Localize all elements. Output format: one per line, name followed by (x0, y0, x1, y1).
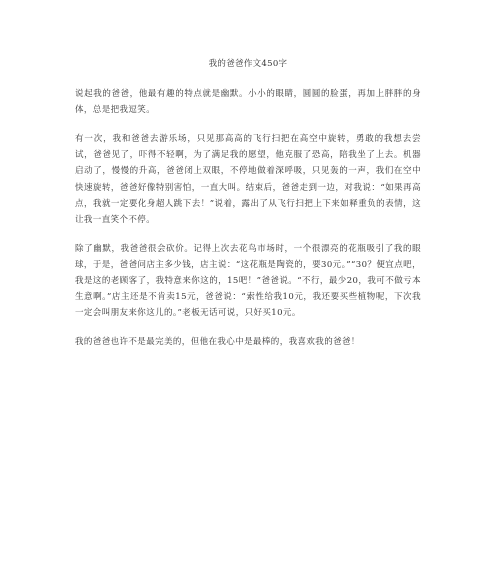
paragraph-bargaining: 除了幽默，我爸爸很会砍价。记得上次去花鸟市场时，一个很漂亮的花瓶吸引了我的眼球，于是，爸爸问店主多少钱，店主说：“这花瓶是陶瓷的，要30元。”“30？便宜点吧，我是这的老顾客了，我特意来你这的，15吧！”爸爸说。“不行，最少20，我可不做亏本生意啊。”店主还是不肯卖15元，爸爸说：“索性给我10元，我还要买些植物呢，下次我一定会叫朋友来你这儿的。”老板无话可说，只好买10元。 (75, 243, 421, 319)
paragraph-amusement-park: 有一次，我和爸爸去游乐场，只见那高高的飞行扫把在高空中旋转，勇敢的我想去尝试，爸爸见了，吓得不轻啊，为了满足我的愿望，他克服了恐高，陪我坐了上去。机器启动了，慢慢的升高，爸爸闭上双眼，不停地做着深呼吸，只见轰的一声，我们在空中快速旋转，爸爸好像特别害怕，一直大叫。结束后，爸爸走到一边，对我说：“如果再高点，我就一定要化身超人跳下去！”说着，露出了从飞行扫把上下来如释重负的表情，这让我一直笑个不停。 (75, 133, 421, 225)
paragraph-intro: 说起我的爸爸，他最有趣的特点就是幽默。小小的眼睛，圆圆的脸蛋，再加上胖胖的身体，总是把我逗笑。 (75, 89, 421, 116)
document-body (75, 86, 421, 363)
paragraph-conclusion: 我的爸爸也许不是最完美的，但他在我心中是最棒的，我喜欢我的爸爸！ (75, 337, 360, 348)
document-title: 我的爸爸作文450字 (208, 59, 288, 69)
